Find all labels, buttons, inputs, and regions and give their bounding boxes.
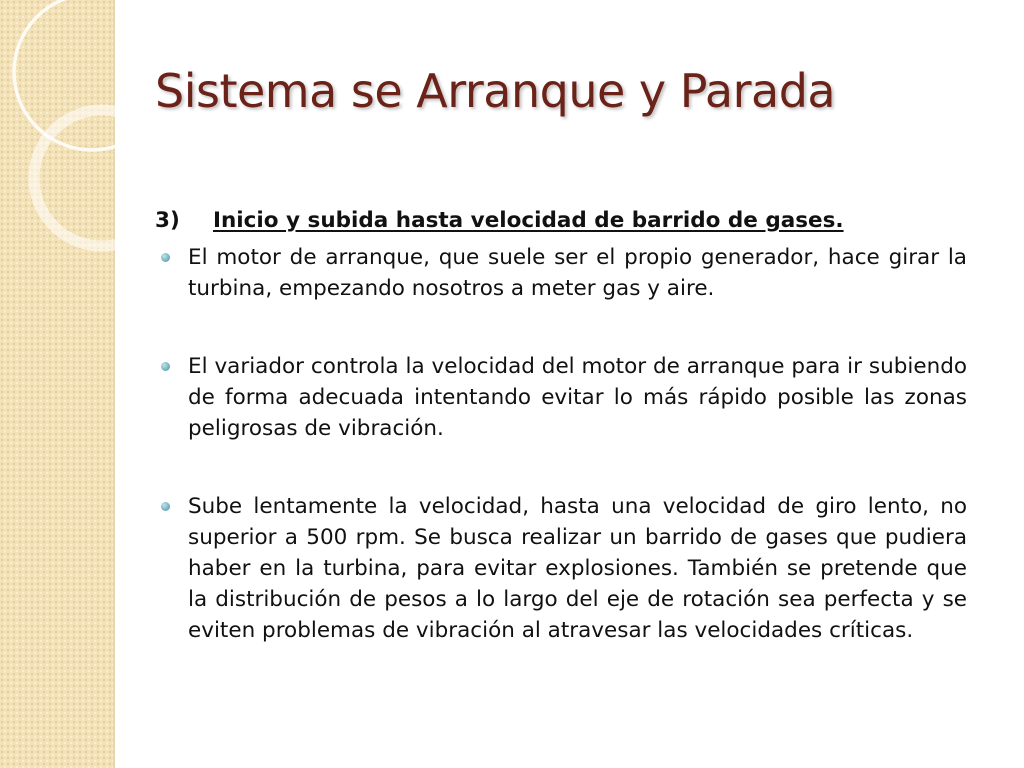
circle-bullet-icon	[161, 502, 170, 511]
slide-title: Sistema se Arranque y Parada	[155, 64, 836, 118]
bullet-text: El motor de arranque, que suele ser el propio generador, hace girar la turbina, empezando nosotros a meter gas y aire.	[188, 245, 967, 301]
bullet-list	[155, 242, 967, 646]
circle-bullet-icon	[161, 253, 170, 262]
circle-bullet-icon	[161, 362, 170, 371]
decorative-ring-small	[34, 110, 170, 246]
bullet-item	[155, 351, 967, 444]
section-title: Inicio y subida hasta velocidad de barrido de gases.	[213, 208, 844, 233]
bullet-text: Sube lentamente la velocidad, hasta una velocidad de giro lento, no superior a 500 rpm. Se busca realizar un barrido de gases que pudiera haber en la turbina, para evitar explosiones. También se pretende que la distribución de pesos a lo largo del eje de rotación sea perfecta y se eviten problemas de vibración al atravesar las velocidades críticas.	[188, 494, 967, 643]
bullet-item	[155, 491, 967, 646]
section-heading	[155, 205, 967, 236]
slide-content	[155, 205, 967, 646]
bullet-item	[155, 242, 967, 304]
bullet-text: El variador controla la velocidad del motor de arranque para ir subiendo de forma adecuada intentando evitar lo más rápido posible las zonas peligrosas de vibración.	[188, 354, 967, 441]
section-number: 3)	[155, 208, 180, 233]
